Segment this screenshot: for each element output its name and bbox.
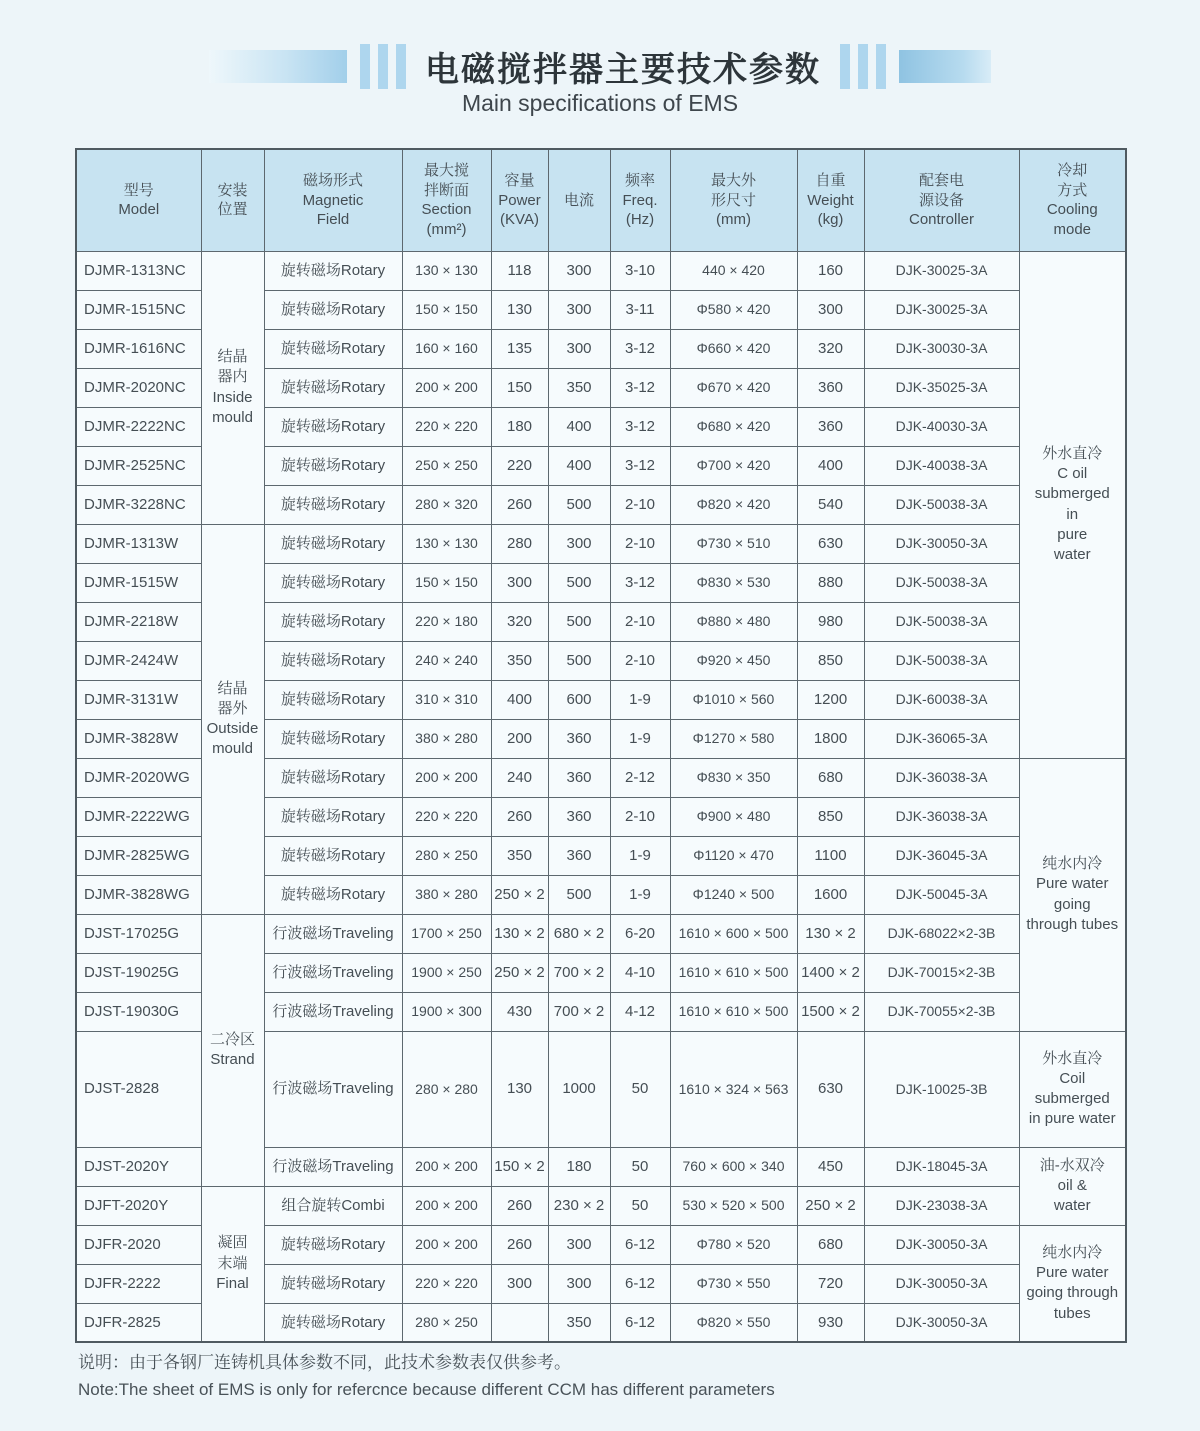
- field-cell: 旋转磁场Rotary: [264, 719, 402, 758]
- current-cell: 500: [548, 563, 610, 602]
- controller-cell: DJK-30025-3A: [864, 251, 1019, 290]
- col-header-cooling: 冷却 方式 Cooling mode: [1019, 149, 1126, 251]
- col-header-model: 型号 Model: [76, 149, 201, 251]
- freq-cell: 4-12: [610, 992, 670, 1031]
- power-cell: 260: [491, 485, 548, 524]
- model-cell: DJFR-2020: [76, 1225, 201, 1264]
- dims-cell: Φ780 × 520: [670, 1225, 797, 1264]
- field-cell: 行波磁场Traveling: [264, 992, 402, 1031]
- section-cell: 220 × 220: [402, 1264, 491, 1303]
- freq-cell: 1-9: [610, 875, 670, 914]
- col-header-section: 最大搅 拌断面 Section (mm²): [402, 149, 491, 251]
- controller-cell: DJK-36065-3A: [864, 719, 1019, 758]
- title-deco-bar-left: [209, 50, 347, 83]
- freq-cell: 6-12: [610, 1225, 670, 1264]
- power-cell: 260: [491, 1225, 548, 1264]
- power-cell: 250 × 2: [491, 953, 548, 992]
- current-cell: 300: [548, 1225, 610, 1264]
- freq-cell: 3-10: [610, 251, 670, 290]
- model-cell: DJST-19030G: [76, 992, 201, 1031]
- model-cell: DJMR-2020NC: [76, 368, 201, 407]
- current-cell: 300: [548, 251, 610, 290]
- freq-cell: 3-11: [610, 290, 670, 329]
- model-cell: DJMR-2825WG: [76, 836, 201, 875]
- field-cell: 旋转磁场Rotary: [264, 407, 402, 446]
- freq-cell: 3-12: [610, 563, 670, 602]
- freq-cell: 6-20: [610, 914, 670, 953]
- field-cell: 旋转磁场Rotary: [264, 563, 402, 602]
- dims-cell: 1610 × 610 × 500: [670, 992, 797, 1031]
- controller-cell: DJK-50038-3A: [864, 563, 1019, 602]
- stripe-icon: [396, 44, 406, 89]
- power-cell: 280: [491, 524, 548, 563]
- stripe-icon: [876, 44, 886, 89]
- freq-cell: 2-10: [610, 524, 670, 563]
- section-cell: 200 × 200: [402, 1147, 491, 1186]
- model-cell: DJMR-1515W: [76, 563, 201, 602]
- weight-cell: 680: [797, 758, 864, 797]
- field-cell: 旋转磁场Rotary: [264, 329, 402, 368]
- current-cell: 500: [548, 875, 610, 914]
- model-cell: DJMR-3228NC: [76, 485, 201, 524]
- section-cell: 280 × 280: [402, 1031, 491, 1147]
- model-cell: DJST-2828: [76, 1031, 201, 1147]
- cooling-group-cell: 外水直冷 C oil submerged in pure water: [1019, 251, 1126, 758]
- model-cell: DJMR-2222NC: [76, 407, 201, 446]
- power-cell: 150: [491, 368, 548, 407]
- field-cell: 旋转磁场Rotary: [264, 368, 402, 407]
- section-cell: 250 × 250: [402, 446, 491, 485]
- col-header-magnetic-field: 磁场形式 Magnetic Field: [264, 149, 402, 251]
- table-row: [76, 1186, 1126, 1225]
- field-cell: 旋转磁场Rotary: [264, 1303, 402, 1342]
- weight-cell: 930: [797, 1303, 864, 1342]
- weight-cell: 320: [797, 329, 864, 368]
- model-cell: DJMR-1313W: [76, 524, 201, 563]
- current-cell: 500: [548, 485, 610, 524]
- col-header-current: 电流: [548, 149, 610, 251]
- power-cell: 180: [491, 407, 548, 446]
- weight-cell: 1500 × 2: [797, 992, 864, 1031]
- current-cell: 700 × 2: [548, 953, 610, 992]
- col-header-position: 安装 位置: [201, 149, 264, 251]
- controller-cell: DJK-30050-3A: [864, 1303, 1019, 1342]
- title-stripes-right: [840, 44, 886, 89]
- power-cell: 430: [491, 992, 548, 1031]
- freq-cell: 1-9: [610, 680, 670, 719]
- power-cell: 130 × 2: [491, 914, 548, 953]
- current-cell: 300: [548, 1264, 610, 1303]
- page-title-cn: 电磁搅拌器主要技术参数: [425, 51, 821, 89]
- current-cell: 680 × 2: [548, 914, 610, 953]
- power-cell: 130: [491, 1031, 548, 1147]
- current-cell: 360: [548, 719, 610, 758]
- freq-cell: 6-12: [610, 1303, 670, 1342]
- current-cell: 180: [548, 1147, 610, 1186]
- model-cell: DJMR-1313NC: [76, 251, 201, 290]
- weight-cell: 980: [797, 602, 864, 641]
- current-cell: 230 × 2: [548, 1186, 610, 1225]
- stripe-icon: [360, 44, 370, 89]
- cooling-group-cell: 纯水内冷 Pure water going through tubes: [1019, 1225, 1126, 1342]
- section-cell: 160 × 160: [402, 329, 491, 368]
- controller-cell: DJK-50045-3A: [864, 875, 1019, 914]
- section-cell: 280 × 250: [402, 1303, 491, 1342]
- dims-cell: Φ680 × 420: [670, 407, 797, 446]
- section-cell: 130 × 130: [402, 524, 491, 563]
- current-cell: 360: [548, 797, 610, 836]
- field-cell: 旋转磁场Rotary: [264, 446, 402, 485]
- power-cell: 150 × 2: [491, 1147, 548, 1186]
- current-cell: 400: [548, 446, 610, 485]
- controller-cell: DJK-30050-3A: [864, 1225, 1019, 1264]
- weight-cell: 1200: [797, 680, 864, 719]
- section-cell: 280 × 320: [402, 485, 491, 524]
- weight-cell: 630: [797, 1031, 864, 1147]
- controller-cell: DJK-70055×2-3B: [864, 992, 1019, 1031]
- freq-cell: 4-10: [610, 953, 670, 992]
- current-cell: 350: [548, 368, 610, 407]
- model-cell: DJMR-2222WG: [76, 797, 201, 836]
- controller-cell: DJK-18045-3A: [864, 1147, 1019, 1186]
- model-cell: DJMR-2218W: [76, 602, 201, 641]
- dims-cell: 530 × 520 × 500: [670, 1186, 797, 1225]
- freq-cell: 2-12: [610, 758, 670, 797]
- controller-cell: DJK-50038-3A: [864, 641, 1019, 680]
- freq-cell: 50: [610, 1031, 670, 1147]
- dims-cell: Φ670 × 420: [670, 368, 797, 407]
- model-cell: DJMR-2525NC: [76, 446, 201, 485]
- controller-cell: DJK-40030-3A: [864, 407, 1019, 446]
- header-row: [76, 149, 1126, 251]
- weight-cell: 400: [797, 446, 864, 485]
- section-cell: 1900 × 250: [402, 953, 491, 992]
- weight-cell: 720: [797, 1264, 864, 1303]
- col-header-power: 容量 Power (KVA): [491, 149, 548, 251]
- section-cell: 220 × 180: [402, 602, 491, 641]
- weight-cell: 850: [797, 641, 864, 680]
- model-cell: DJFT-2020Y: [76, 1186, 201, 1225]
- section-cell: 310 × 310: [402, 680, 491, 719]
- freq-cell: 2-10: [610, 485, 670, 524]
- dims-cell: Φ1010 × 560: [670, 680, 797, 719]
- title-deco-bar-right: [899, 50, 991, 83]
- weight-cell: 880: [797, 563, 864, 602]
- current-cell: 400: [548, 407, 610, 446]
- controller-cell: DJK-35025-3A: [864, 368, 1019, 407]
- field-cell: 旋转磁场Rotary: [264, 836, 402, 875]
- controller-cell: DJK-68022×2-3B: [864, 914, 1019, 953]
- section-cell: 1900 × 300: [402, 992, 491, 1031]
- freq-cell: 3-12: [610, 407, 670, 446]
- footnote-en: Note:The sheet of EMS is only for refercnce because different CCM has different parameters: [78, 1380, 775, 1400]
- controller-cell: DJK-36045-3A: [864, 836, 1019, 875]
- cooling-group-cell: 外水直冷 Coil submerged in pure water: [1019, 1031, 1126, 1147]
- field-cell: 旋转磁场Rotary: [264, 602, 402, 641]
- dims-cell: Φ730 × 550: [670, 1264, 797, 1303]
- dims-cell: Φ700 × 420: [670, 446, 797, 485]
- controller-cell: DJK-30030-3A: [864, 329, 1019, 368]
- controller-cell: DJK-50038-3A: [864, 485, 1019, 524]
- freq-cell: 2-10: [610, 641, 670, 680]
- power-cell: [491, 1303, 548, 1342]
- controller-cell: DJK-36038-3A: [864, 758, 1019, 797]
- section-cell: 220 × 220: [402, 407, 491, 446]
- section-cell: 150 × 150: [402, 563, 491, 602]
- controller-cell: DJK-70015×2-3B: [864, 953, 1019, 992]
- field-cell: 旋转磁场Rotary: [264, 251, 402, 290]
- freq-cell: 1-9: [610, 836, 670, 875]
- model-cell: DJMR-2424W: [76, 641, 201, 680]
- model-cell: DJMR-3131W: [76, 680, 201, 719]
- weight-cell: 250 × 2: [797, 1186, 864, 1225]
- current-cell: 300: [548, 329, 610, 368]
- dims-cell: Φ1240 × 500: [670, 875, 797, 914]
- power-cell: 350: [491, 641, 548, 680]
- freq-cell: 3-12: [610, 446, 670, 485]
- freq-cell: 1-9: [610, 719, 670, 758]
- freq-cell: 6-12: [610, 1264, 670, 1303]
- weight-cell: 1600: [797, 875, 864, 914]
- table-row: [76, 524, 1126, 563]
- dims-cell: Φ830 × 350: [670, 758, 797, 797]
- power-cell: 260: [491, 797, 548, 836]
- weight-cell: 160: [797, 251, 864, 290]
- dims-cell: Φ880 × 480: [670, 602, 797, 641]
- dims-cell: 1610 × 610 × 500: [670, 953, 797, 992]
- dims-cell: 1610 × 600 × 500: [670, 914, 797, 953]
- footnote-cn: 说明：由于各钢厂连铸机具体参数不同，此技术参数表仅供参考。: [78, 1353, 571, 1372]
- dims-cell: Φ1120 × 470: [670, 836, 797, 875]
- field-cell: 旋转磁场Rotary: [264, 524, 402, 563]
- power-cell: 300: [491, 563, 548, 602]
- current-cell: 700 × 2: [548, 992, 610, 1031]
- weight-cell: 300: [797, 290, 864, 329]
- field-cell: 旋转磁场Rotary: [264, 641, 402, 680]
- col-header-dims: 最大外 形尺寸 (mm): [670, 149, 797, 251]
- freq-cell: 3-12: [610, 329, 670, 368]
- power-cell: 220: [491, 446, 548, 485]
- current-cell: 500: [548, 641, 610, 680]
- section-cell: 380 × 280: [402, 875, 491, 914]
- section-cell: 200 × 200: [402, 1186, 491, 1225]
- controller-cell: DJK-30025-3A: [864, 290, 1019, 329]
- power-cell: 320: [491, 602, 548, 641]
- dims-cell: Φ920 × 450: [670, 641, 797, 680]
- position-group-cell: 凝固 末端 Final: [201, 1186, 264, 1342]
- weight-cell: 850: [797, 797, 864, 836]
- freq-cell: 2-10: [610, 797, 670, 836]
- current-cell: 1000: [548, 1031, 610, 1147]
- section-cell: 130 × 130: [402, 251, 491, 290]
- current-cell: 360: [548, 758, 610, 797]
- field-cell: 组合旋转Combi: [264, 1186, 402, 1225]
- col-header-controller: 配套电 源设备 Controller: [864, 149, 1019, 251]
- model-cell: DJFR-2825: [76, 1303, 201, 1342]
- section-cell: 280 × 250: [402, 836, 491, 875]
- freq-cell: 50: [610, 1186, 670, 1225]
- section-cell: 220 × 220: [402, 797, 491, 836]
- weight-cell: 1800: [797, 719, 864, 758]
- title-banner: [0, 42, 1200, 91]
- weight-cell: 130 × 2: [797, 914, 864, 953]
- model-cell: DJMR-2020WG: [76, 758, 201, 797]
- current-cell: 300: [548, 290, 610, 329]
- dims-cell: Φ900 × 480: [670, 797, 797, 836]
- weight-cell: 540: [797, 485, 864, 524]
- weight-cell: 360: [797, 368, 864, 407]
- dims-cell: 440 × 420: [670, 251, 797, 290]
- stripe-icon: [858, 44, 868, 89]
- section-cell: 200 × 200: [402, 758, 491, 797]
- position-group-cell: 结晶 器外 Outside mould: [201, 524, 264, 914]
- cooling-group-cell: 油-水双冷 oil & water: [1019, 1147, 1126, 1225]
- current-cell: 300: [548, 524, 610, 563]
- table-row: [76, 251, 1126, 290]
- controller-cell: DJK-40038-3A: [864, 446, 1019, 485]
- field-cell: 旋转磁场Rotary: [264, 680, 402, 719]
- model-cell: DJST-2020Y: [76, 1147, 201, 1186]
- section-cell: 150 × 150: [402, 290, 491, 329]
- weight-cell: 1400 × 2: [797, 953, 864, 992]
- weight-cell: 1100: [797, 836, 864, 875]
- col-header-weight: 自重 Weight (kg): [797, 149, 864, 251]
- dims-cell: Φ820 × 550: [670, 1303, 797, 1342]
- field-cell: 旋转磁场Rotary: [264, 290, 402, 329]
- stripe-icon: [378, 44, 388, 89]
- current-cell: 360: [548, 836, 610, 875]
- model-cell: DJMR-1616NC: [76, 329, 201, 368]
- freq-cell: 2-10: [610, 602, 670, 641]
- section-cell: 380 × 280: [402, 719, 491, 758]
- field-cell: 旋转磁场Rotary: [264, 758, 402, 797]
- current-cell: 350: [548, 1303, 610, 1342]
- field-cell: 行波磁场Traveling: [264, 1147, 402, 1186]
- dims-cell: Φ1270 × 580: [670, 719, 797, 758]
- stripe-icon: [840, 44, 850, 89]
- freq-cell: 3-12: [610, 368, 670, 407]
- weight-cell: 360: [797, 407, 864, 446]
- power-cell: 260: [491, 1186, 548, 1225]
- power-cell: 200: [491, 719, 548, 758]
- model-cell: DJST-17025G: [76, 914, 201, 953]
- controller-cell: DJK-50038-3A: [864, 602, 1019, 641]
- position-group-cell: 结晶 器内 Inside mould: [201, 251, 264, 524]
- current-cell: 500: [548, 602, 610, 641]
- field-cell: 旋转磁场Rotary: [264, 875, 402, 914]
- dims-cell: Φ730 × 510: [670, 524, 797, 563]
- controller-cell: DJK-30050-3A: [864, 1264, 1019, 1303]
- controller-cell: DJK-60038-3A: [864, 680, 1019, 719]
- section-cell: 200 × 200: [402, 1225, 491, 1264]
- power-cell: 118: [491, 251, 548, 290]
- model-cell: DJMR-3828WG: [76, 875, 201, 914]
- field-cell: 旋转磁场Rotary: [264, 797, 402, 836]
- model-cell: DJFR-2222: [76, 1264, 201, 1303]
- title-stripes-left: [360, 44, 406, 89]
- dims-cell: Φ660 × 420: [670, 329, 797, 368]
- current-cell: 600: [548, 680, 610, 719]
- field-cell: 行波磁场Traveling: [264, 953, 402, 992]
- power-cell: 300: [491, 1264, 548, 1303]
- spec-table-body: [76, 251, 1126, 1342]
- col-header-freq: 频率 Freq. (Hz): [610, 149, 670, 251]
- controller-cell: DJK-36038-3A: [864, 797, 1019, 836]
- position-group-cell: 二冷区 Strand: [201, 914, 264, 1186]
- spec-table: [75, 148, 1127, 1343]
- power-cell: 400: [491, 680, 548, 719]
- page-title-en: Main specifications of EMS: [461, 90, 739, 116]
- field-cell: 旋转磁场Rotary: [264, 485, 402, 524]
- power-cell: 130: [491, 290, 548, 329]
- field-cell: 旋转磁场Rotary: [264, 1264, 402, 1303]
- controller-cell: DJK-10025-3B: [864, 1031, 1019, 1147]
- dims-cell: Φ830 × 530: [670, 563, 797, 602]
- dims-cell: Φ580 × 420: [670, 290, 797, 329]
- field-cell: 行波磁场Traveling: [264, 1031, 402, 1147]
- weight-cell: 450: [797, 1147, 864, 1186]
- section-cell: 200 × 200: [402, 368, 491, 407]
- dims-cell: 760 × 600 × 340: [670, 1147, 797, 1186]
- cooling-group-cell: 纯水内冷 Pure water going through tubes: [1019, 758, 1126, 1031]
- field-cell: 行波磁场Traveling: [264, 914, 402, 953]
- model-cell: DJST-19025G: [76, 953, 201, 992]
- table-row: [76, 914, 1126, 953]
- power-cell: 350: [491, 836, 548, 875]
- controller-cell: DJK-23038-3A: [864, 1186, 1019, 1225]
- controller-cell: DJK-30050-3A: [864, 524, 1019, 563]
- weight-cell: 680: [797, 1225, 864, 1264]
- model-cell: DJMR-3828W: [76, 719, 201, 758]
- weight-cell: 630: [797, 524, 864, 563]
- footnote: [78, 1349, 775, 1403]
- field-cell: 旋转磁场Rotary: [264, 1225, 402, 1264]
- power-cell: 250 × 2: [491, 875, 548, 914]
- dims-cell: Φ820 × 420: [670, 485, 797, 524]
- power-cell: 240: [491, 758, 548, 797]
- dims-cell: 1610 × 324 × 563: [670, 1031, 797, 1147]
- freq-cell: 50: [610, 1147, 670, 1186]
- section-cell: 1700 × 250: [402, 914, 491, 953]
- power-cell: 135: [491, 329, 548, 368]
- section-cell: 240 × 240: [402, 641, 491, 680]
- model-cell: DJMR-1515NC: [76, 290, 201, 329]
